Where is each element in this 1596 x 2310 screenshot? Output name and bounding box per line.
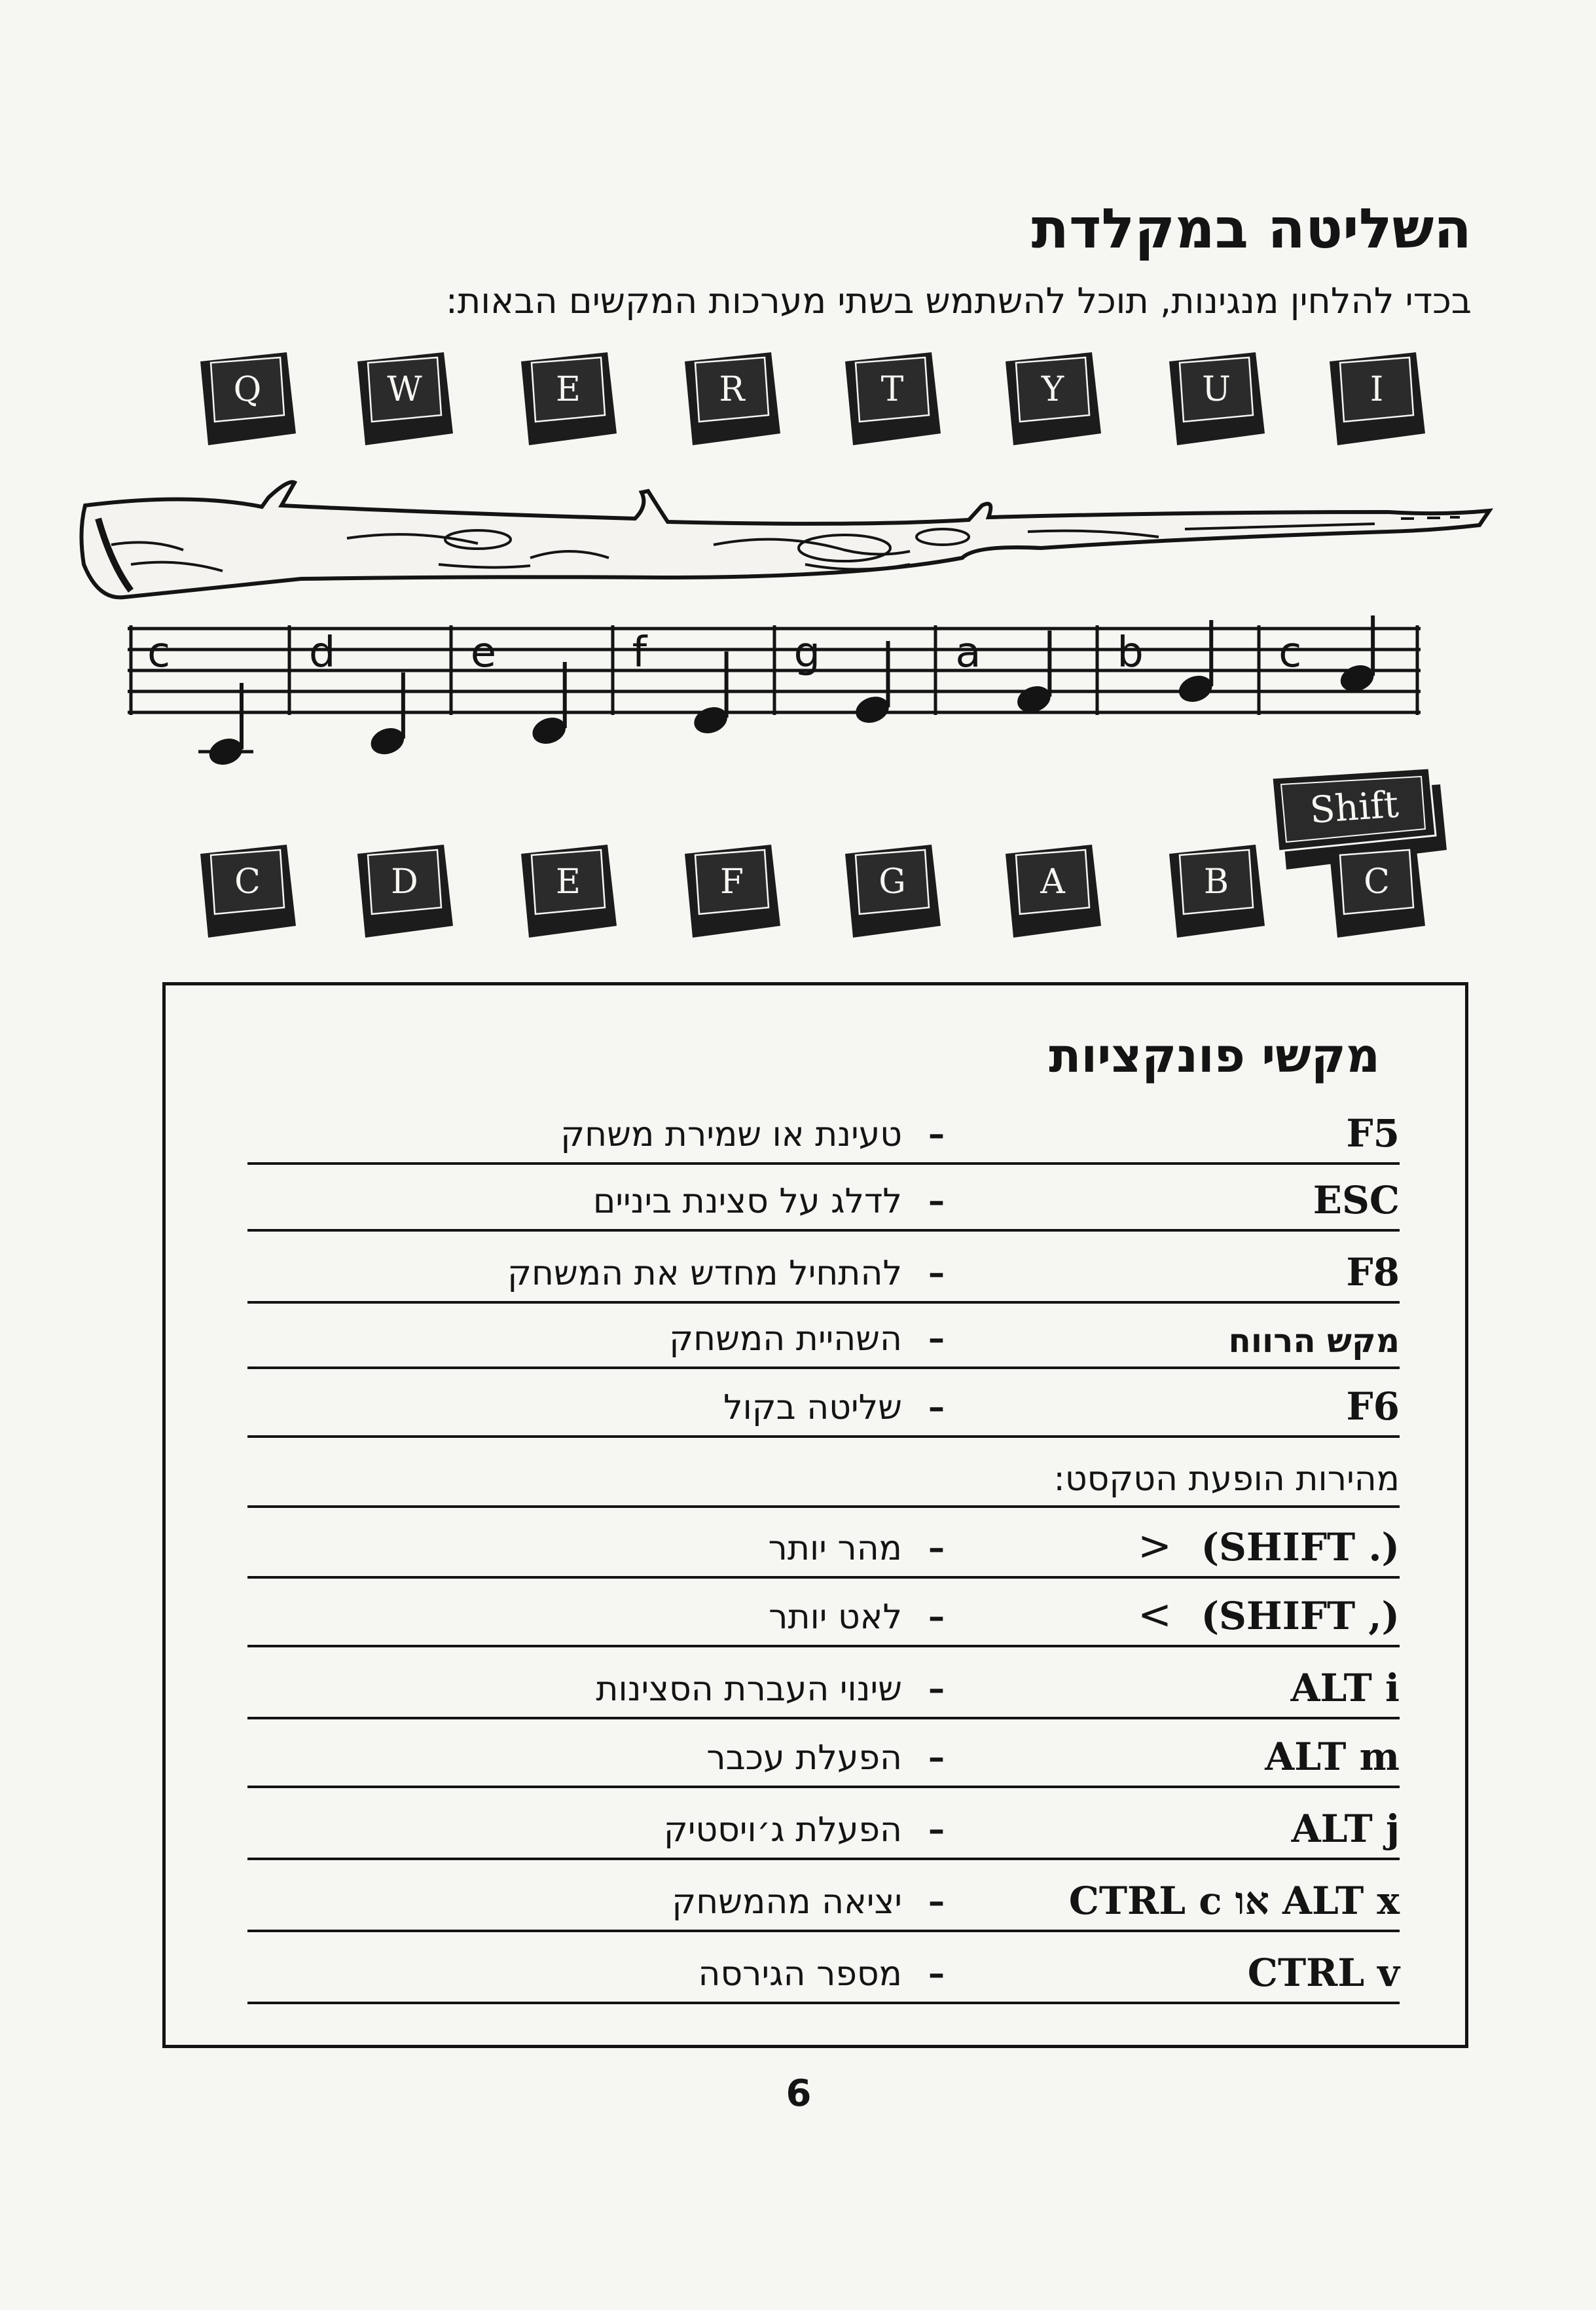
- bottom-key-label: D: [391, 862, 418, 902]
- bottom-key-label: B: [1203, 862, 1229, 902]
- top-key-label: I: [1369, 370, 1384, 409]
- dash: –: [928, 1529, 945, 1567]
- key-label: F6: [1346, 1384, 1400, 1429]
- key-description: מספר הגירסה: [698, 1954, 902, 1994]
- bottom-key-label: E: [556, 862, 581, 902]
- bottom-key-label: G: [879, 862, 906, 902]
- key-description: טעינת או שמירת משחק: [560, 1115, 902, 1154]
- top-key-label: T: [880, 370, 904, 409]
- bottom-key-label: A: [1040, 862, 1065, 902]
- top-key: [841, 347, 946, 452]
- key-label: ESC: [1313, 1178, 1400, 1222]
- note-letter: f: [632, 629, 647, 677]
- top-key-label: R: [719, 370, 745, 409]
- note-letter: d: [308, 629, 336, 677]
- alt-row: [247, 1663, 1400, 1719]
- key-label: ALT m: [1265, 1734, 1400, 1779]
- key-label: ALT x או CTRL c: [1068, 1879, 1400, 1923]
- function-row: [247, 1109, 1400, 1165]
- bottom-key: [681, 839, 786, 944]
- dash: –: [928, 1810, 945, 1848]
- key-label: (SHIFT .): [1201, 1525, 1400, 1569]
- note-letter: c: [1279, 629, 1302, 677]
- key-description: מהר יותר: [768, 1529, 902, 1568]
- key-description: הפעלת ג׳ויסטיק: [663, 1810, 902, 1850]
- dash: –: [928, 1738, 945, 1776]
- key-label: F8: [1346, 1250, 1400, 1294]
- key-label: ALT i: [1290, 1666, 1400, 1710]
- bottom-key: [196, 839, 301, 944]
- intro-text: בכדי להלחין מנגינות, תוכל להשתמש בשתי מערכות המקשים הבאות:: [445, 280, 1472, 321]
- key-description: יציאה מהמשחק: [672, 1882, 902, 1922]
- top-key: [1002, 347, 1106, 452]
- note-letter: b: [1117, 629, 1144, 677]
- page-title: השליטה במקלדת: [1031, 196, 1472, 261]
- key-label: (SHIFT ,): [1201, 1594, 1400, 1638]
- bottom-key: [354, 839, 458, 944]
- speed-heading: מהירות הופעת הטקסט:: [1053, 1459, 1400, 1499]
- top-key-label: U: [1202, 370, 1231, 409]
- bottom-key-label: C: [234, 862, 261, 902]
- alt-row: [247, 1876, 1400, 1932]
- dash: –: [928, 1182, 945, 1220]
- key-label: מקש הרווח: [1228, 1322, 1400, 1360]
- key-label: CTRL v: [1247, 1951, 1400, 1995]
- top-key: [354, 347, 458, 452]
- top-key-label: W: [387, 370, 422, 409]
- alt-row: [247, 1948, 1400, 2004]
- bottom-key: [841, 839, 946, 944]
- speed-row: [247, 1591, 1400, 1647]
- bottom-key: [1165, 839, 1270, 944]
- dash: –: [928, 1882, 945, 1920]
- key-description: הפעלת עכבר: [706, 1738, 902, 1778]
- alt-row: [247, 1804, 1400, 1860]
- key-description: להתחיל מחדש את המשחק: [507, 1254, 902, 1293]
- note-letter: g: [793, 629, 821, 677]
- music-staff: [128, 615, 1424, 766]
- top-key: [681, 347, 786, 452]
- function-keys-box: [162, 982, 1468, 2048]
- dash: –: [928, 1115, 945, 1153]
- speed-row: [247, 1522, 1400, 1579]
- top-key: [1326, 347, 1430, 452]
- dash: –: [928, 1670, 945, 1708]
- bottom-key: [517, 839, 622, 944]
- page-number: 6: [786, 2072, 812, 2115]
- top-key-label: Y: [1041, 370, 1064, 409]
- function-row: [247, 1382, 1400, 1438]
- key-symbol: >: [1138, 1522, 1172, 1569]
- key-label: ALT j: [1291, 1806, 1400, 1851]
- alt-row: [247, 1732, 1400, 1788]
- bottom-key: [1326, 839, 1430, 944]
- bottom-key: [1002, 839, 1106, 944]
- bottom-key-label: C: [1364, 862, 1390, 902]
- dash: –: [928, 1254, 945, 1292]
- key-symbol: <: [1138, 1590, 1172, 1638]
- bottom-key-label: F: [719, 862, 744, 902]
- key-description: לאט יותר: [769, 1598, 902, 1637]
- wooden-log-illustration: [72, 466, 1499, 617]
- function-keys-title: מקשי פונקציות: [1049, 1028, 1380, 1083]
- function-row: [247, 1175, 1400, 1232]
- note-letter: c: [147, 629, 171, 677]
- top-key: [196, 347, 301, 452]
- function-row: [247, 1313, 1400, 1369]
- top-key-label: E: [556, 370, 581, 409]
- key-description: שינוי העברת הסצינות: [596, 1670, 902, 1709]
- dash: –: [928, 1388, 945, 1426]
- shift-key-label: Shift: [1308, 783, 1400, 832]
- note-letter: e: [470, 629, 497, 677]
- speed-heading-row: [247, 1452, 1400, 1508]
- dash: –: [928, 1319, 945, 1357]
- dash: –: [928, 1954, 945, 1992]
- key-description: השהיית המשחק: [669, 1319, 902, 1359]
- function-row: [247, 1247, 1400, 1304]
- top-key-label: Q: [233, 370, 262, 409]
- note-letter: a: [955, 629, 981, 677]
- dash: –: [928, 1598, 945, 1636]
- top-key: [1165, 347, 1270, 452]
- key-description: שליטה בקול: [723, 1388, 902, 1427]
- key-description: לדלג על סצינת ביניים: [592, 1182, 902, 1221]
- key-label: F5: [1346, 1111, 1400, 1156]
- top-key: [517, 347, 622, 452]
